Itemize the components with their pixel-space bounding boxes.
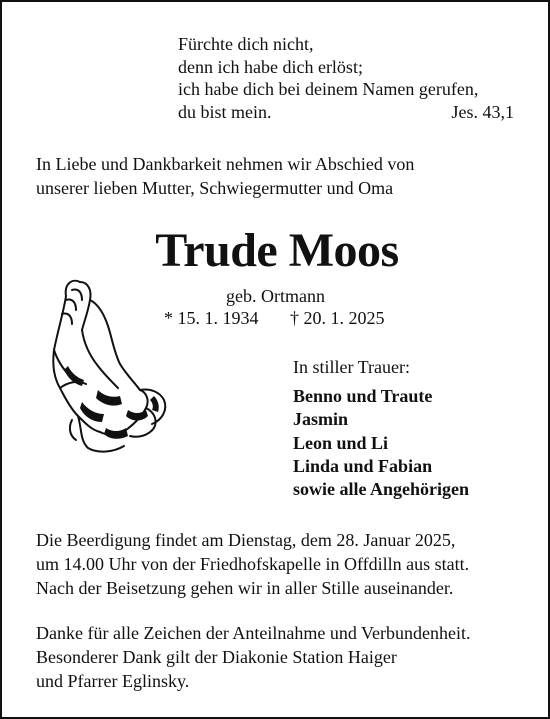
verse-reference: Jes. 43,1: [451, 101, 514, 122]
funeral-line: um 14.00 Uhr von der Friedhofskapelle in Offdilln aus statt.: [36, 554, 470, 574]
intro-line: In Liebe und Dankbarkeit nehmen wir Abschied von: [36, 154, 415, 174]
mourner-entry: Linda und Fabian: [293, 455, 433, 476]
mourners-label: In stiller Trauer:: [293, 357, 410, 377]
verse-line: Fürchte dich nicht,: [178, 34, 314, 54]
mourner-entry: Leon und Li: [293, 432, 389, 453]
thanks-line: Danke für alle Zeichen der Anteilnahme und Verbundenheit.: [36, 623, 471, 643]
mourner-entry: Benno und Traute: [293, 386, 433, 406]
birth-name: geb. Ortmann: [226, 286, 325, 306]
death-date: † 20. 1. 2025: [290, 308, 385, 328]
thanks-text: [36, 621, 526, 693]
deceased-name: Trude Moos: [155, 224, 399, 277]
mourner-entry: Jasmin: [293, 409, 349, 430]
verse-line: denn ich habe dich erlöst;: [178, 56, 363, 77]
intro-line: unserer lieben Mutter, Schwiegermutter und Oma: [36, 178, 394, 198]
verse-last-line: [178, 101, 514, 124]
thanks-line: Besonderer Dank gilt der Diakonie Station Haiger: [36, 647, 397, 667]
intro-text: [36, 152, 516, 200]
birth-date: * 15. 1. 1934: [164, 308, 259, 328]
mourner-entry: sowie alle Angehörigen: [293, 479, 469, 500]
mourners-list: [293, 385, 469, 501]
verse-line: ich habe dich bei deinem Namen gerufen,: [178, 79, 479, 99]
funeral-line: Nach der Beisetzung gehen wir in aller Stille auseinander.: [36, 578, 454, 598]
funeral-line: Die Beerdigung findet am Dienstag, dem 28. Januar 2025,: [36, 530, 456, 550]
thanks-line: und Pfarrer Eglinsky.: [36, 671, 190, 691]
funeral-details: [36, 528, 526, 600]
verse-line: du bist mein.: [178, 101, 272, 122]
bible-verse: [178, 33, 514, 123]
praying-hands-icon: [42, 270, 174, 456]
